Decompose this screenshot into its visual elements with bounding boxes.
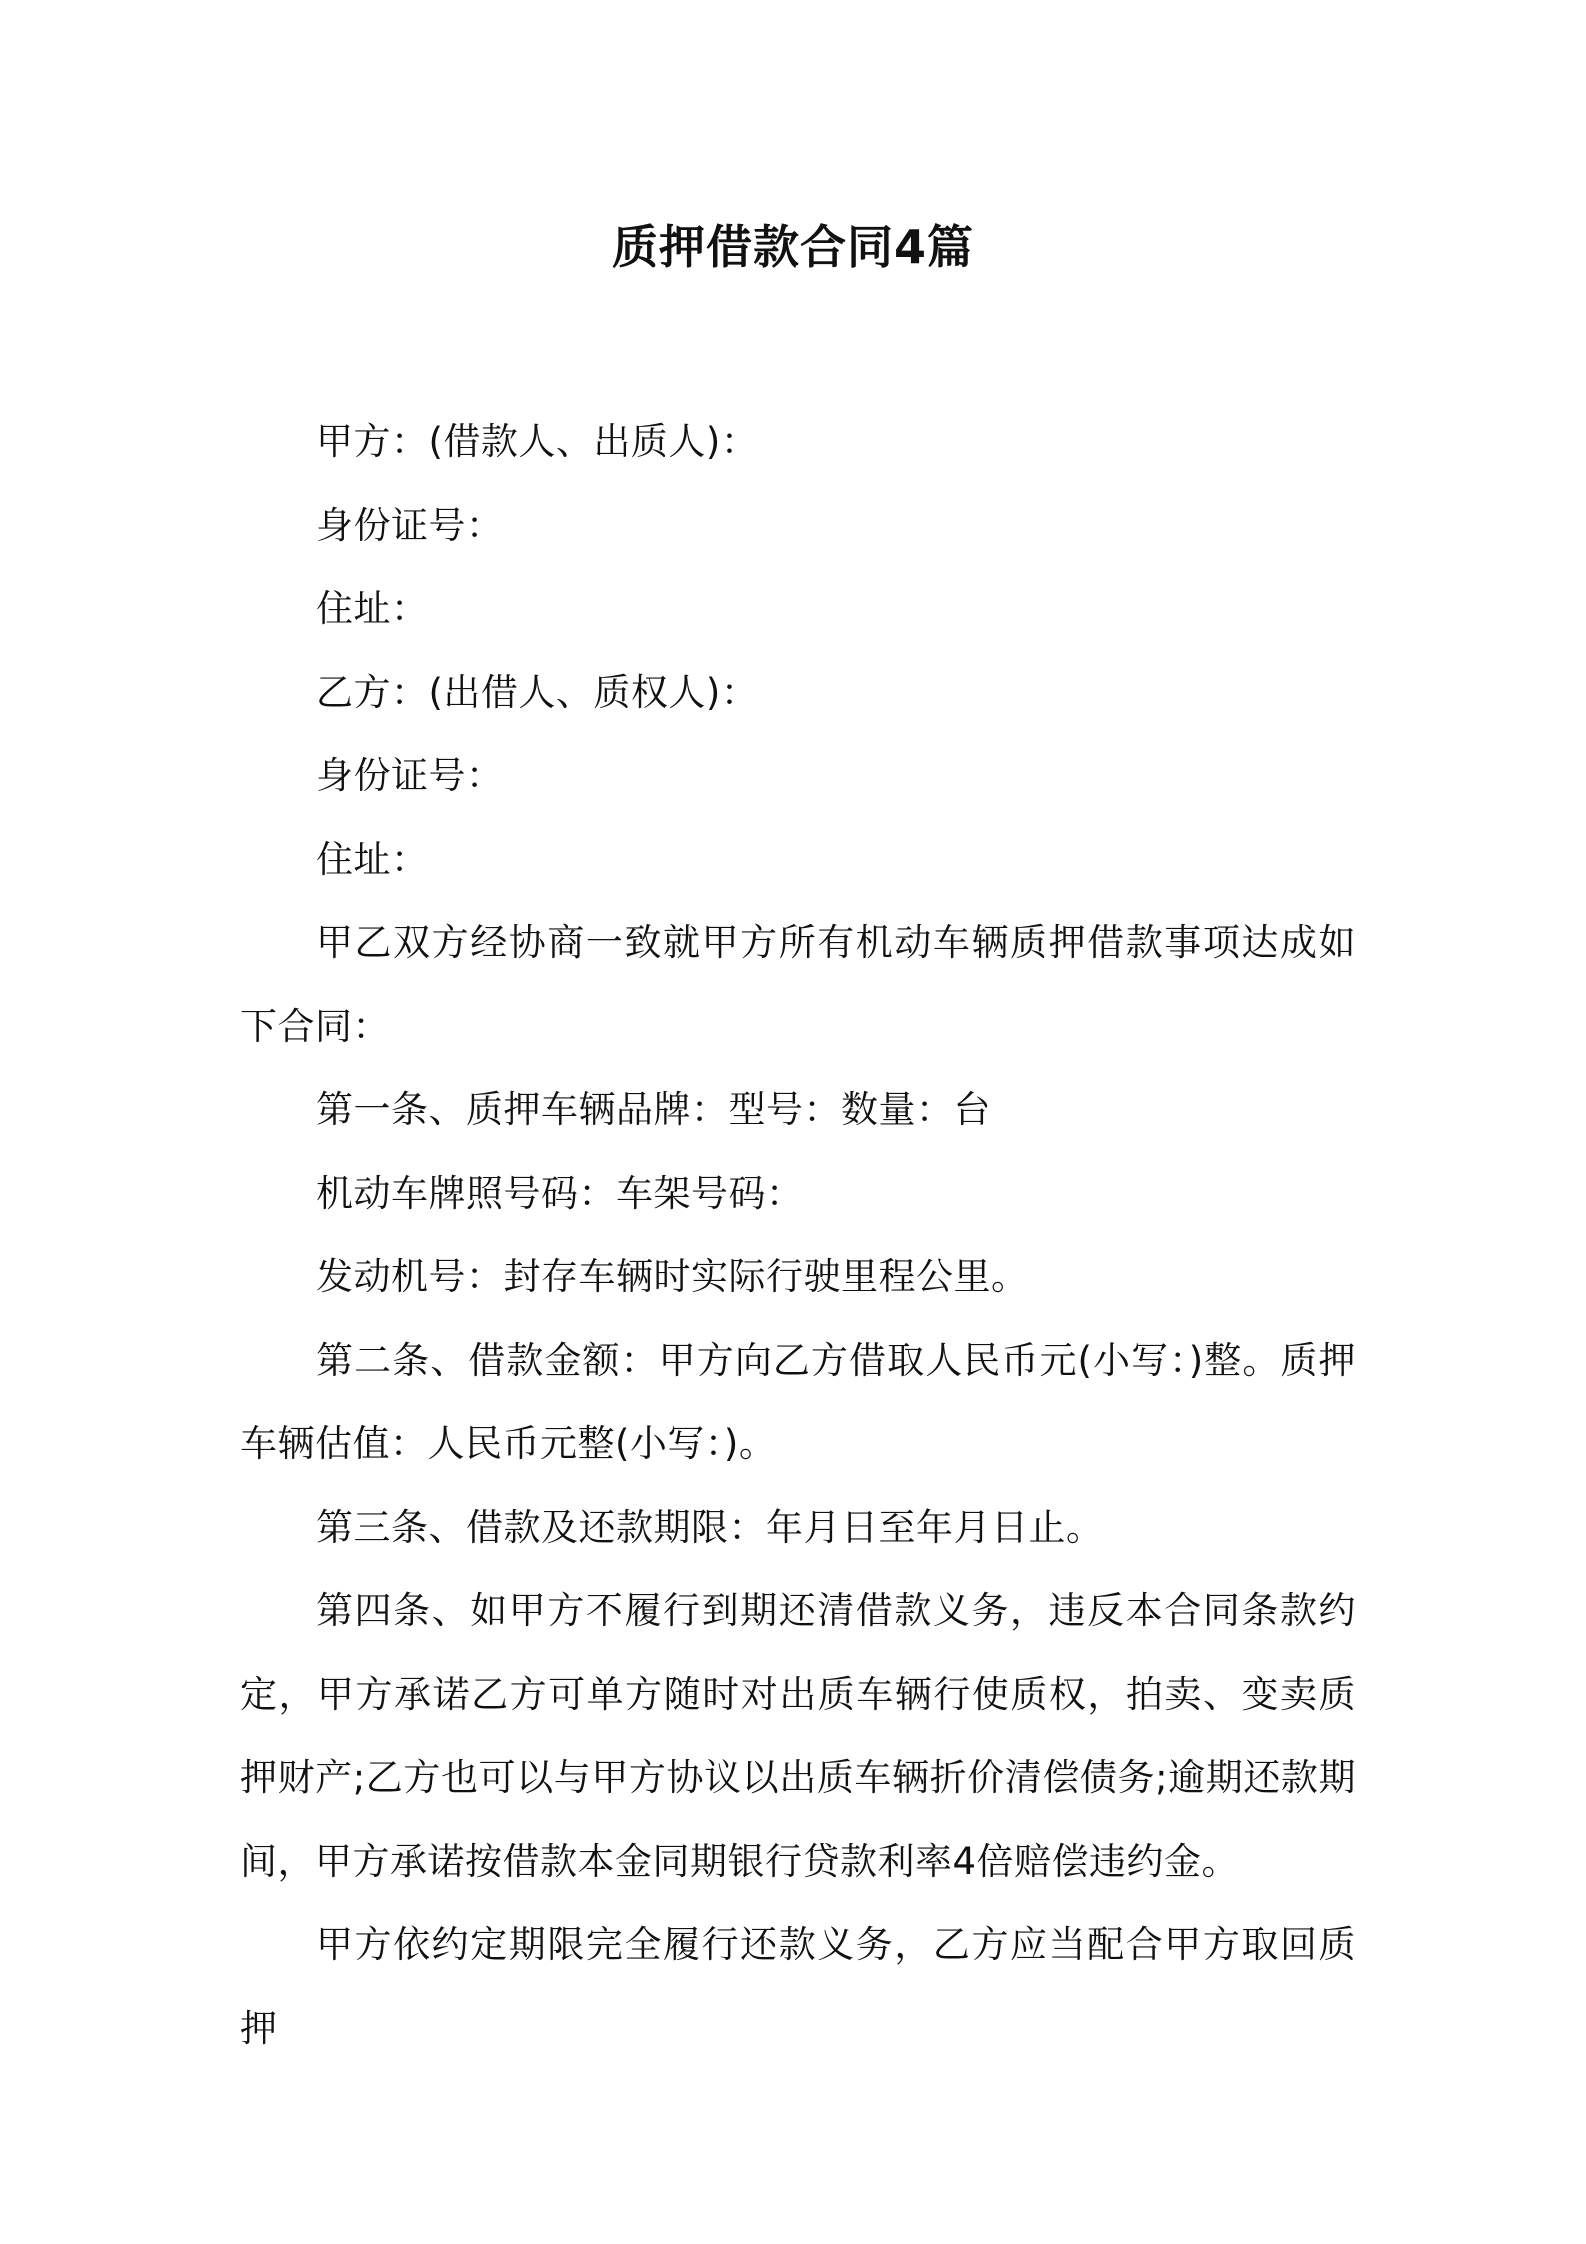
party-a-line: 甲方：(借款人、出质人)： xyxy=(316,420,759,463)
party-a-id-line: 身份证号： xyxy=(316,503,504,547)
party-b-id-line: 身份证号： xyxy=(316,754,504,797)
license-plate-line: 机动车牌照号码：车架号码： xyxy=(316,1171,804,1215)
engine-number-line: 发动机号：封存车辆时实际行驶里程公里。 xyxy=(316,1255,1029,1298)
party-a-address-line: 住址： xyxy=(316,587,429,630)
document-title: 质押借款合同4篇 xyxy=(611,220,974,274)
agreement-intro-paragraph: 甲乙双方经协商一致就甲方所有机动车辆质押借款事项达成如下合同： xyxy=(240,921,1356,1048)
document-body xyxy=(240,400,1356,2070)
article-4-paragraph: 第四条、如甲方不履行到期还清借款义务，违反本合同条款约定，甲方承诺乙方可单方随时对出质车辆行使质权，拍卖、变卖质押财产;乙方也可以与甲方协议以出质车辆折价清偿债务;逾期还款期间，甲方承诺按借款本金同期银行贷款利率4倍赔偿违约金。 xyxy=(240,1589,1356,1883)
repayment-paragraph: 甲方依约定期限完全履行还款义务，乙方应当配合甲方取回质押 xyxy=(240,1923,1356,2050)
party-b-line: 乙方：(出借人、质权人)： xyxy=(316,670,759,714)
article-3-paragraph: 第三条、借款及还款期限：年月日至年月日止。 xyxy=(316,1505,1104,1549)
article-2-paragraph: 第二条、借款金额：甲方向乙方借取人民币元(小写：)整。质押车辆估值：人民币元整(小写：)。 xyxy=(240,1338,1356,1465)
party-b-address-line: 住址： xyxy=(316,837,429,881)
article-1-paragraph: 第一条、质押车辆品牌：型号：数量：台 xyxy=(316,1088,991,1131)
